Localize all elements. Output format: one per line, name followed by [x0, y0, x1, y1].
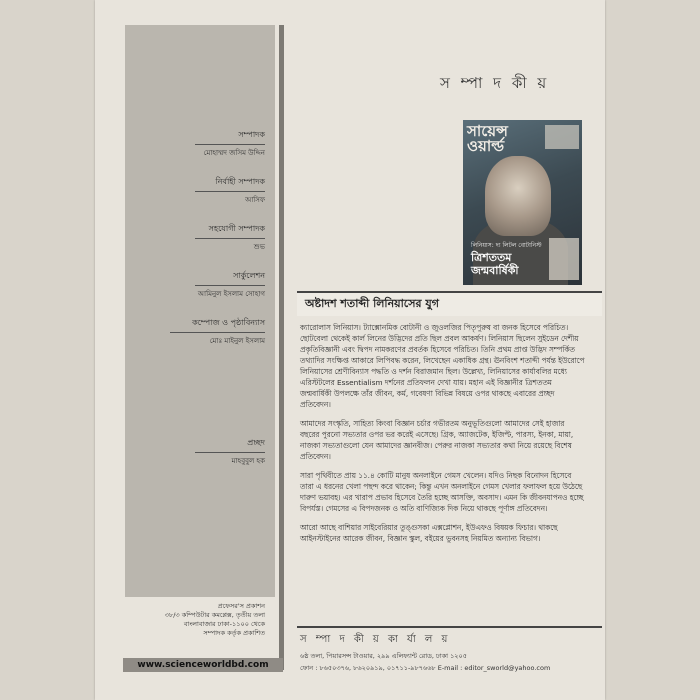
publisher-address-line: ৩৮/৩ কম্পিউটার কমপ্লেক্স, তৃতীয় তলা [164, 611, 265, 619]
office-contact: ফোন : ৮৬৫০৩৭৬, ৮৬২০৯১৯, ০১৭১১-৯৮৭৬৬৮ E-mail : editor_sworld@yahoo.com [300, 664, 551, 672]
publisher-name: প্রফেসর'স প্রকাশন [217, 602, 265, 610]
cover-credit [125, 430, 265, 467]
staff-role: সহযোগী সম্পাদক [195, 223, 265, 239]
publisher-address-line: বাংলাবাজার ঢাকা-১১০০ থেকে [183, 620, 265, 628]
publisher-info [125, 602, 265, 638]
cover-headline [471, 251, 519, 277]
staff-name: মোঃ মাইনুল ইসলাম [209, 337, 265, 345]
article-paragraph: ক্যারোলাস লিনিয়াস। ট্যাক্সোনমিক বোটানী ও জুওলজির পিতৃপুরুষ বা জনক হিসেবে পরিচিত। ছোটবেলা থেকেই কার্ল লিনের উদ্ভিদের প্রতি ছিল প্রবল আকর্ষণ। লিনিয়াস ছিলেন সুইডেন দেশীয় প্রকৃতিবিজ্ঞানী এবং দ্বিপদ নামকরণের প্রবর্তক হিসেবে পরিচিত। তিনি প্রথম প্রাপ্ত উদ্ভিদ সম্পর্কিত তথ্যাদির সংক্ষিপ্ত আকারে লিপিবদ্ধ করেন, লিখেছেন একাধিক গ্রন্থ। ঊনবিংশ শতাব্দী পর্যন্ত ইউরোপে লিনিয়াসের শ্রেণীবিন্যাস পদ্ধতি ও দর্শন বিরাজমান ছিল। উল্লেখ্য, লিনিয়াসের কার্যাবলির মধ্যে এরিস্টটলের Essentialism দর্শনের প্রতিফলন দেখা যায়। মহান এই বিজ্ঞানীর ত্রিশততম জন্মবার্ষিকী উপলক্ষে তাঁর জীবন, কর্ম, গবেষণা বিভিন্ন বিষয়ে ওপর থাকছে এবারের প্রচ্ছদ প্রতিবেদন। [300, 323, 585, 409]
cover-headline-line: জন্মবার্ষিকী [471, 264, 519, 277]
staff-role: সম্পাদক [195, 129, 265, 145]
website-url[interactable]: www.scienceworldbd.com [123, 658, 283, 672]
cover-logo-line: সায়েন্স [467, 122, 508, 140]
editorial-heading: স ম্পা দ কী য় [440, 74, 550, 92]
office-heading: স ম্পা দ কী য় কা র্যা ল য় [300, 634, 451, 645]
cover-logo-line: ওয়ার্ল্ড [467, 137, 505, 155]
article-paragraph: আমাদের সংস্কৃতি, সাহিত্য কিংবা বিজ্ঞান চর্চার গভীরতম অনুভূতিগুলো আমাদের সেই হাজার বছরের পুরনো সভ্যতার ওপর ভর করেই এসেছে। গ্রিক, অ্যাজটেক, ইজিপ্ট, পারস্য, ইনকা, মায়া, নাজকা সভ্যতাগুলো যেন আমাদের জ্ঞানবীজ। পেরুর নাজকা সভ্যতার কথা নিয়ে রয়েছে বিশেষ প্রতিবেদন। [300, 419, 574, 461]
editorial-office [297, 626, 602, 672]
staff-name: শুভ [253, 243, 265, 251]
staff-role: সার্কুলেশন [195, 270, 265, 286]
article-paragraph: সারা পৃথিবীতে প্রায় ১১.৪ কোটি মানুষ অনলাইনে গেমস খেলেন। যদিও নিছক বিনোদন হিসেবে তারা এ ধরনের খেলা পছন্দ করে থাকেন; কিন্তু এখন অনলাইনে গেমস খেলার ফলাফল হয়ে উঠেছে দারুণ ভয়াবহ। এর খারাপ প্রভাব হিসেবে তৈরি হচ্ছে আসক্তি, অবসাদ। এমন কি জীবনযাপনও হচ্ছে বিপর্যস্ত। গেমসের এ বিপদজনক ও অতি বাণিজ্যিক দিক নিয়ে থাকছে পূর্ণাঙ্গ প্রতিবেদন। [300, 471, 584, 513]
cover-side-panel [549, 238, 579, 280]
article-body [300, 322, 585, 552]
cover-logo [467, 124, 508, 154]
article-paragraph: আরো আছে বাশিয়ার সাইবেরিয়ার তুঙ্গুসকা এক্সপ্লোশন, ইউএফও বিষয়ক ফিচার। থাকছে আইনস্টাইনের আরেক জীবন, বিজ্ঞান স্কুল, বইয়ের ভুবনসহ নিয়মিত অন্যান্য বিভাগ। [300, 523, 558, 543]
staff-editor [125, 122, 265, 159]
staff-compose-layout [125, 310, 265, 347]
magazine-cover-image [463, 120, 582, 285]
cover-headline-line: ত্রিশততম [471, 251, 512, 264]
staff-name: আমিনুল ইসলাম সোহাগ [197, 290, 265, 298]
cover-subtitle: লিনিয়াস: দ্য লিটল বোটানিস্ট [471, 242, 542, 249]
staff-list [125, 122, 265, 357]
vertical-divider [279, 25, 284, 670]
cover-credit-role: প্রচ্ছদ [195, 437, 265, 453]
publisher-address-line: সম্পাদক কর্তৃক প্রকাশিত [203, 629, 265, 637]
office-address: ৬ষ্ঠ তলা, পিয়ারসন্স টাওয়ার, ২৯৯ এলিফ্যান্ট রোড, ঢাকা ১২০৫ [300, 652, 467, 660]
staff-role: নির্বাহী সম্পাদক [195, 176, 265, 192]
staff-associate-editor [125, 216, 265, 253]
staff-circulation [125, 263, 265, 300]
staff-name: আসিফ [245, 196, 265, 204]
cover-credit-name: মাহবুবুল হক [231, 457, 265, 465]
staff-executive-editor [125, 169, 265, 206]
cover-corner-tag [545, 125, 579, 149]
portrait-face [485, 156, 551, 236]
article-title: অষ্টাদশ শতাব্দী লিনিয়াসের যুগ [297, 291, 602, 316]
staff-role: কম্পোজ ও পৃষ্ঠাবিন্যাস [170, 317, 265, 333]
staff-name: মোহাম্মদ জসিম উদ্দিন [203, 149, 265, 157]
